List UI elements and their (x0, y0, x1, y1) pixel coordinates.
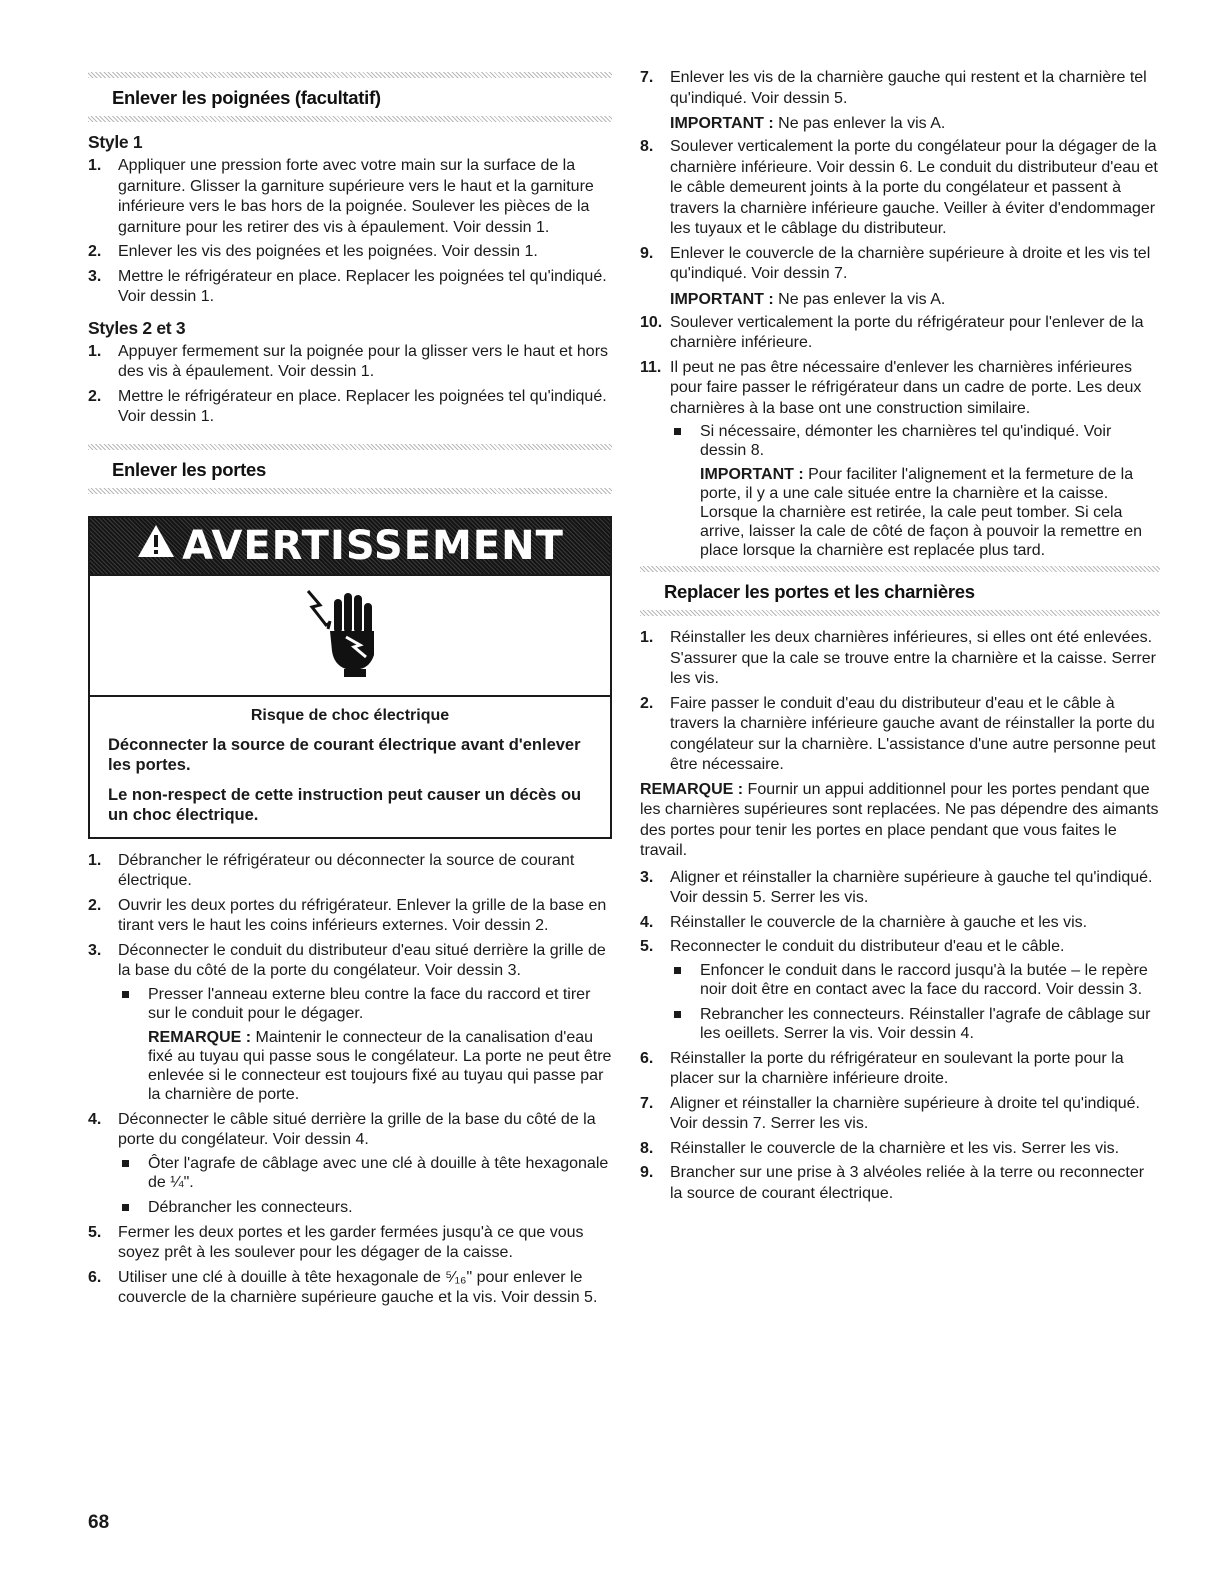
electric-shock-hand-icon (300, 585, 400, 686)
list-item: 4. Réinstaller le couvercle de la charnière à gauche et les vis. (640, 913, 1088, 931)
door-steps (88, 851, 612, 1309)
warning-pictogram (90, 576, 610, 697)
list-item: 2. Faire passer le conduit d'eau du distributeur d'eau et le câble à travers la charnière inférieure gauche avant de réinstaller la porte du congélateur sur la charnière. L'assistance d'une autre personne peut être nécessaire. (640, 694, 1156, 773)
list-item: 6. Utiliser une clé à douille à tête hexagonale de ⁵⁄₁₆" pour enlever le couvercle de la charnière supérieure gauche et la vis. Voir dessin 5. (88, 1268, 598, 1306)
list-item: 8. Réinstaller le couvercle de la charnière et les vis. Serrer les vis. (640, 1139, 1120, 1157)
section-remove-handles (88, 72, 612, 122)
list-item: 7. Enlever les vis de la charnière gauche qui restent et la charnière tel qu'indiqué. Voir dessin 5. IMPORTANT : Ne pas enlever la vis A. (640, 68, 1160, 133)
list-item: 3. Mettre le réfrigérateur en place. Replacer les poignées tel qu'indiqué. Voir dessin 1. (88, 267, 607, 305)
section-divider (640, 610, 1160, 616)
bullet-square-icon (674, 1011, 681, 1018)
remark-paragraph: REMARQUE : Fournir un appui additionnel pour les portes pendant que les charnières supérieures sont replacées. Ne pas dépendre des aimants des portes pour tenir les portes en place pendant que vous faites le travail. (640, 780, 1159, 859)
section-divider (88, 488, 612, 494)
list-item: 6. Réinstaller la porte du réfrigérateur en soulevant la porte pour la placer sur la charnière inférieure droite. (640, 1049, 1124, 1087)
bullet-list (670, 961, 1160, 1043)
list-item: 3. Déconnecter le conduit du distributeur d'eau situé derrière la grille de la base du côté de la porte du congélateur. Voir dessin 3. Presser l'anneau externe bleu contre la face du raccord et tirer sur le conduit pour le dégager. REMARQUE : Maintenir le connecteur de la canalisation d'eau fixé au tuyau qui passe sous le congélateur. La porte ne peut être enlevée si le connecteur est toujours fixé au tuyau qui passe par la charnière de porte. (88, 941, 612, 1103)
warning-box (88, 516, 612, 839)
list-item: 1. Débrancher le réfrigérateur ou déconnecter la source de courant électrique. (88, 851, 575, 889)
list-item: 5. Fermer les deux portes et les garder fermées jusqu'à ce que vous soyez prêt à les soulever pour les dégager de la caisse. (88, 1223, 584, 1261)
important-note: IMPORTANT : Ne pas enlever la vis A. (670, 290, 946, 308)
list-item: 3. Aligner et réinstaller la charnière supérieure à gauche tel qu'indiqué. Voir dessin 5. Serrer les vis. (640, 868, 1153, 906)
bullet-square-icon (122, 991, 129, 998)
list-item: 2. Mettre le réfrigérateur en place. Replacer les poignées tel qu'indiqué. Voir dessin 1. (88, 387, 607, 425)
warning-text: Déconnecter la source de courant électrique avant d'enlever les portes. (108, 735, 581, 774)
bullet-item: Rebrancher les connecteurs. Réinstaller l'agrafe de câblage sur les oeillets. Serrer la vis. Voir dessin 4. (670, 1005, 1160, 1043)
page-number: 68 (88, 1512, 110, 1533)
list-item: 9. Enlever le couvercle de la charnière supérieure à droite et les vis tel qu'indiqué. Voir dessin 7. IMPORTANT : Ne pas enlever la vis A. (640, 244, 1160, 309)
list-item: 4. Déconnecter le câble situé derrière la grille de la base du côté de la porte du congélateur. Voir dessin 4. Ôter l'agrafe de câblage avec une clé à douille à tête hexagonale de ¼". Débrancher les connecteurs. (88, 1110, 612, 1217)
list-item: 2. Ouvrir les deux portes du réfrigérateur. Enlever la grille de la base en tirant vers le haut les coins inférieurs externes. Voir dessin 2. (88, 896, 607, 934)
warning-risk: Risque de choc électrique (250, 706, 450, 724)
note: REMARQUE : Maintenir le connecteur de la canalisation d'eau fixé au tuyau qui passe sous le congélateur. La porte ne peut être enlevée si le connecteur est toujours fixé au tuyau qui passe par la charnière de porte. (148, 1028, 612, 1103)
warning-banner-text: AVERTISSEMENT (182, 522, 564, 569)
replace-steps-continued (640, 868, 1160, 1205)
list-item: 1. Réinstaller les deux charnières inférieures, si elles ont été enlevées. S'assurer que la cale se trouve entre la charnière et la caisse. Serrer les vis. (640, 629, 1156, 687)
list-item: 9. Brancher sur une prise à 3 alvéoles reliée à la terre ou reconnecter la source de courant électrique. (640, 1164, 1145, 1202)
list-item: 1. Appuyer fermement sur la poignée pour la glisser vers le haut et hors des vis à épaulement. Voir dessin 1. (88, 342, 609, 380)
list-item: 1. Appliquer une pression forte avec votre main sur la surface de la garniture. Glisser la garniture supérieure vers le haut et la garniture inférieure vers le bas hors de la poignée. Soulever les pièces de la garniture pour les retirer des vis à épaulement. Voir dessin 1. (88, 157, 594, 236)
list-item: 7. Aligner et réinstaller la charnière supérieure à droite tel qu'indiqué. Voir dessin 7. Serrer les vis. (640, 1094, 1140, 1132)
bullet-item: Ôter l'agrafe de câblage avec une clé à douille à tête hexagonale de ¼". (118, 1154, 612, 1192)
list-item: 2. Enlever les vis des poignées et les poignées. Voir dessin 1. (88, 243, 538, 260)
important-note: IMPORTANT : Ne pas enlever la vis A. (670, 115, 946, 132)
subheading-style-1: Style 1 (88, 132, 143, 152)
bullet-item: Enfoncer le conduit dans le raccord jusqu'à la butée – le repère noir doit être en contact avec la face du raccord. Voir dessin 3. (670, 961, 1160, 999)
replace-steps (640, 628, 1160, 776)
bullet-square-icon (122, 1160, 129, 1167)
styles23-steps (88, 342, 612, 428)
bullet-item: Si nécessaire, démonter les charnières tel qu'indiqué. Voir dessin 8. IMPORTANT : Pour faciliter l'alignement et la fermeture de la porte, il y a une cale située entre la charnière et la caisse. Lorsque la charnière est retirée, la cale peut tomber. Si cela arrive, laisser la cale de côté de façon à pouvoir la remettre en place lorsque la charnière est replacée plus tard. (670, 422, 1160, 560)
bullet-list (670, 422, 1160, 560)
list-item: 11. Il peut ne pas être nécessaire d'enlever les charnières inférieures pour faire passer le réfrigérateur dans un cadre de porte. Les deux charnières à la base ont une construction similaire. Si nécessaire, démonter les charnières tel qu'indiqué. Voir dessin 8. IMPORTANT : Pour faciliter l'alignement et la fermeture de la porte, il y a une cale située entre la charnière et la caisse. Lorsque la charnière est retirée, la cale peut tomber. Si cela arrive, laisser la cale de côté de façon à pouvoir la remettre en place lorsque la charnière est replacée plus tard. (640, 358, 1160, 561)
important-note: IMPORTANT : Pour faciliter l'alignement et la fermeture de la porte, il y a une cale située entre la charnière et la caisse. Lorsque la charnière est retirée, la cale peut tomber. Si cela arrive, laisser la cale de côté de façon à pouvoir la remettre en place lorsque la charnière est replacée plus tard. (700, 466, 1143, 559)
bullet-square-icon (674, 967, 681, 974)
warning-banner (90, 518, 610, 576)
section-title: Enlever les portes (112, 458, 266, 480)
list-item: 10. Soulever verticalement la porte du réfrigérateur pour l'enlever de la charnière inférieure. (640, 313, 1144, 351)
bullet-list (118, 985, 612, 1104)
style1-steps (88, 156, 612, 308)
section-replace-doors (640, 566, 1160, 616)
section-divider (88, 116, 612, 122)
warning-text: Le non-respect de cette instruction peut causer un décès ou un choc électrique. (108, 785, 582, 824)
door-steps-continued (640, 68, 1160, 560)
bullet-item: Presser l'anneau externe bleu contre la face du raccord et tirer sur le conduit pour le dégager. REMARQUE : Maintenir le connecteur de la canalisation d'eau fixé au tuyau qui passe sous le congélateur. La porte ne peut être enlevée si le connecteur est toujours fixé au tuyau qui passe par la charnière de porte. (118, 985, 612, 1104)
section-title: Replacer les portes et les charnières (664, 581, 975, 602)
list-item: 8. Soulever verticalement la porte du congélateur pour la dégager de la charnière inférieure. Voir dessin 6. Le conduit du distributeur d'eau et le câble demeurent joints à la porte du congélateur et passent à travers la charnière inférieure gauche. Veiller à éviter d'endommager les tuyaux et le câblage du distributeur. (640, 138, 1158, 237)
bullet-square-icon (122, 1204, 129, 1211)
subheading-styles-2-3: Styles 2 et 3 (88, 317, 186, 338)
warning-triangle-icon (136, 523, 176, 569)
bullet-square-icon (674, 428, 681, 435)
bullet-list (118, 1154, 612, 1217)
bullet-item: Débrancher les connecteurs. (118, 1198, 612, 1217)
section-remove-doors (88, 444, 612, 494)
warning-body (90, 697, 610, 837)
right-column (640, 0, 1160, 1208)
list-item: 5. Reconnecter le conduit du distributeur d'eau et le câble. Enfoncer le conduit dans le raccord jusqu'à la butée – le repère noir doit être en contact avec la face du raccord. Voir dessin 3. Rebrancher les connecteurs. Réinstaller l'agrafe de câblage sur les oeillets. Serrer la vis. Voir dessin 4. (640, 937, 1160, 1043)
section-title: Enlever les poignées (facultatif) (112, 87, 381, 108)
left-column (88, 0, 612, 1313)
